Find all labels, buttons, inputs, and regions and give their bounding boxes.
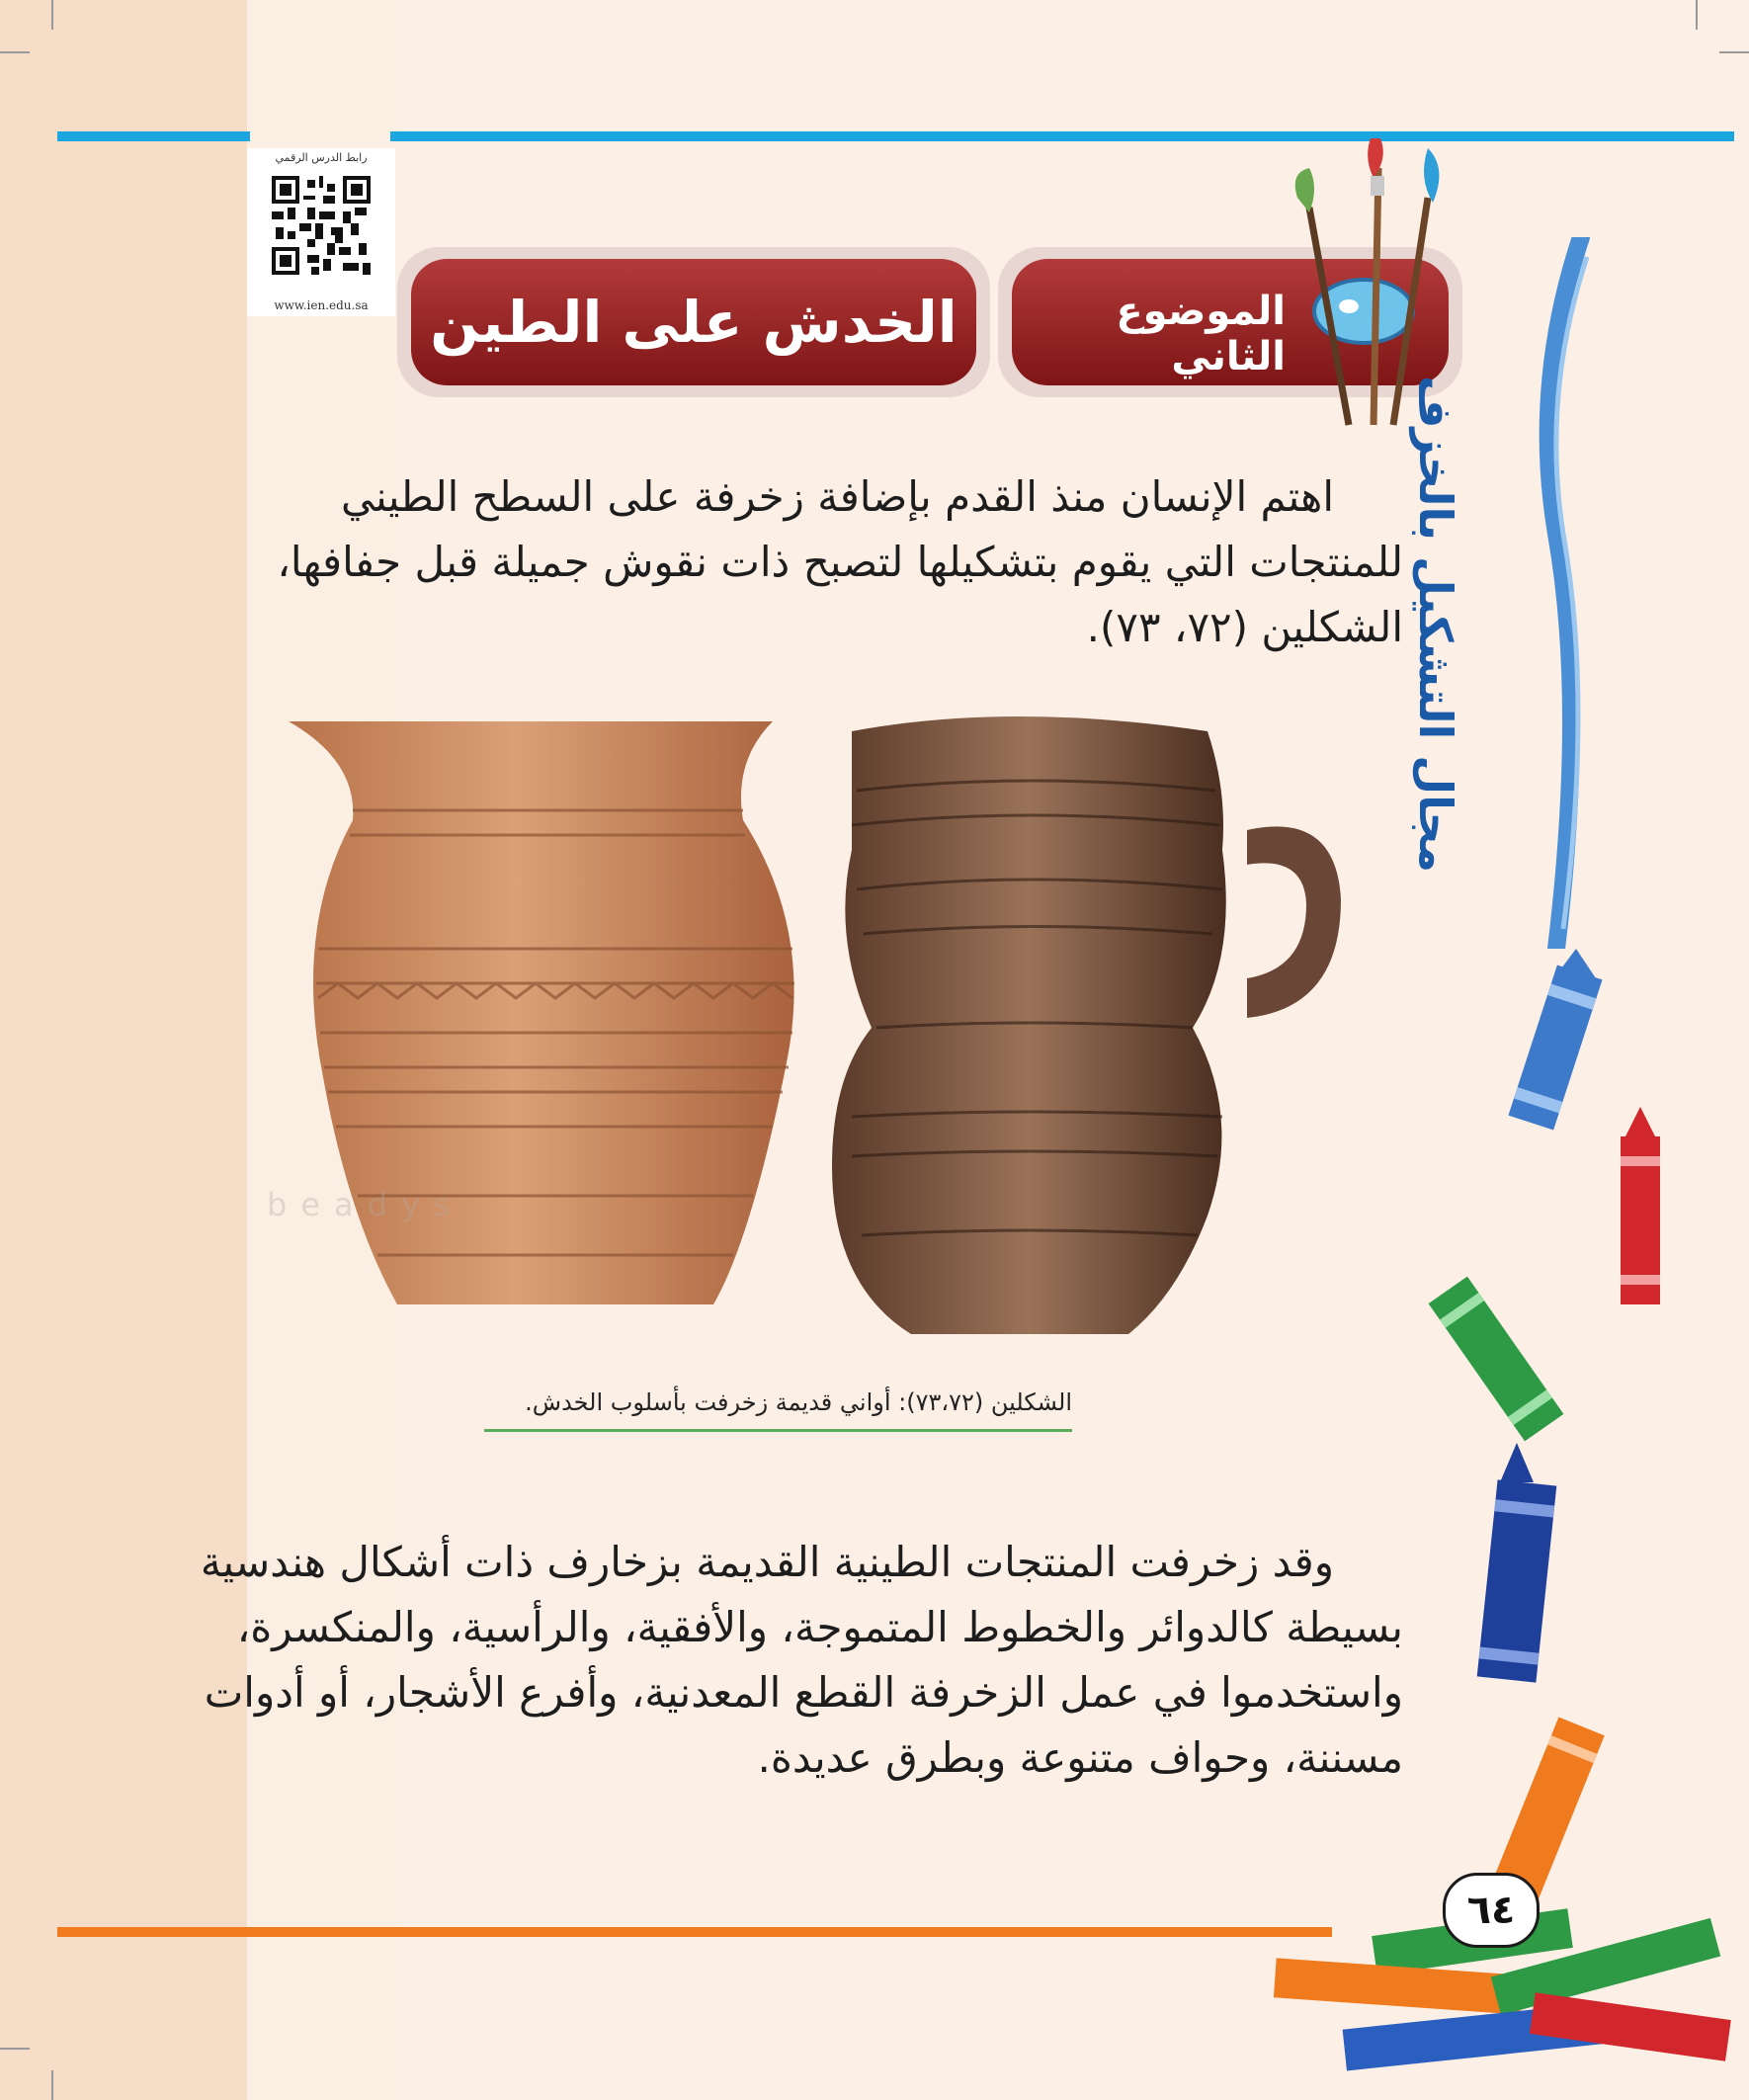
crop-mark — [1696, 0, 1698, 30]
paragraph-line: للمنتجات التي يقوم بتشكيلها لتصبح ذات نقوش جميلة قبل جفافها، — [277, 538, 1403, 586]
qr-code-icon — [272, 176, 371, 275]
top-rule — [57, 131, 250, 141]
paragraph-line: الشكلين (٧٢، ٧٣). — [1086, 603, 1403, 651]
watermark-text: beadys — [267, 1186, 464, 1223]
qr-url: www.ien.edu.sa — [274, 298, 369, 312]
navy-crayon — [1477, 1443, 1557, 1683]
page-number: ٦٤ — [1443, 1873, 1540, 1948]
crop-mark — [1719, 51, 1749, 53]
crop-mark — [51, 0, 53, 30]
crop-mark — [0, 2048, 30, 2050]
paragraph-line: اهتم الإنسان منذ القدم بإضافة زخرفة على السطح الطيني — [341, 472, 1334, 521]
lesson-title-banner — [397, 247, 990, 397]
blue-crayon — [1508, 949, 1602, 1131]
paragraph-line: بسيطة كالدوائر والخطوط المتموجة، والأفقية، والرأسية، والمنكسرة، — [236, 1603, 1403, 1651]
crop-mark — [0, 51, 30, 53]
body-paragraph — [200, 1530, 1403, 1791]
bottom-rule — [57, 1927, 1332, 1937]
paragraph-line: وقد زخرفت المنتجات الطينية القديمة بزخارف ذات أشكال هندسية — [200, 1538, 1334, 1586]
paragraph-line: مسننة، وحواف متنوعة وبطرق عديدة. — [757, 1733, 1403, 1782]
qr-caption: رابط الدرس الرقمي — [275, 151, 368, 164]
pottery-figure — [259, 702, 1405, 1374]
figure-caption: الشكلين (٧٣،٧٢): أواني قديمة زخرفت بأسلوب الخدش. — [525, 1388, 1072, 1416]
intro-paragraph — [237, 464, 1403, 660]
caption-underline — [484, 1429, 1072, 1432]
green-crayon — [1429, 1277, 1564, 1442]
left-background-band — [0, 0, 247, 2100]
digital-lesson-qr[interactable] — [247, 148, 395, 316]
top-rule — [390, 131, 1734, 141]
side-ribbon-decoration — [1502, 237, 1601, 949]
unit-field-label: مجال التشكيل بالخزف — [1409, 376, 1462, 874]
lesson-title: الخدش على الطين — [430, 289, 958, 356]
lesson-title-inner — [411, 259, 976, 385]
crop-mark — [51, 2070, 53, 2100]
red-crayon — [1621, 1107, 1660, 1304]
paragraph-line: واستخدموا في عمل الزخرفة القطع المعدنية، وأفرع الأشجار، أو أدوات — [204, 1668, 1403, 1717]
topic-label: الموضوع الثاني — [1116, 289, 1286, 379]
